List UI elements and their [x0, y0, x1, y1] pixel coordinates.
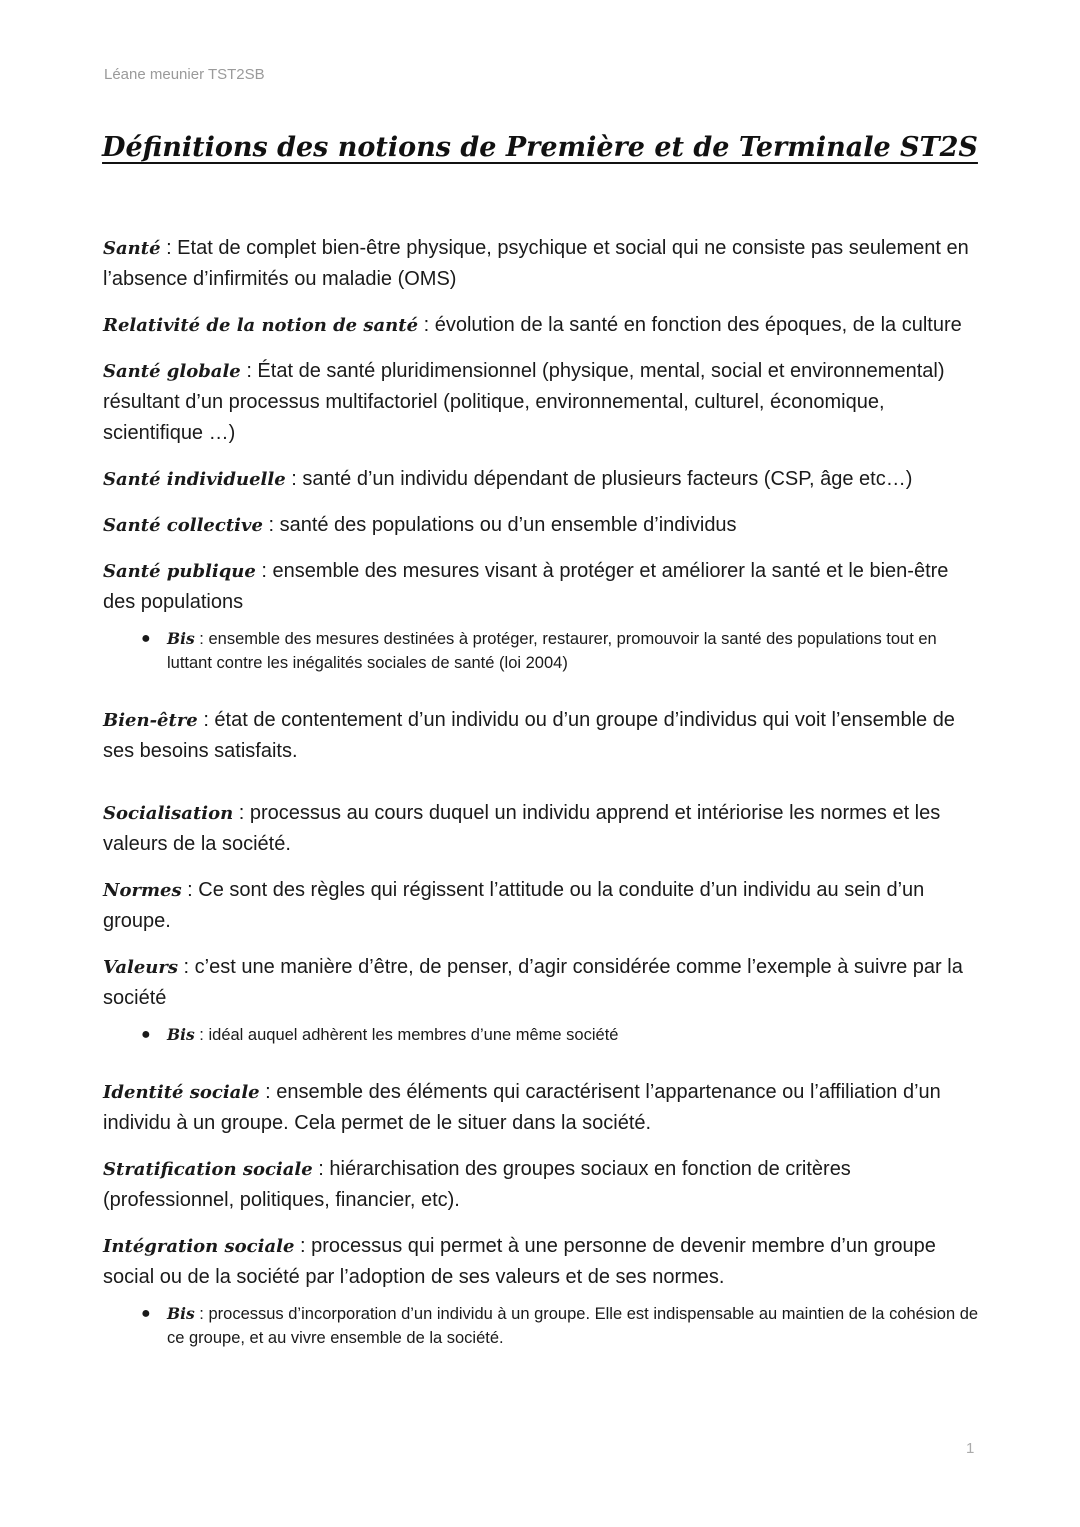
- definition-text: : ensemble des éléments qui caractérisent l’appartenance ou l’affiliation d’un individu à un groupe. Cela permet de le situer dans la société.: [103, 1081, 941, 1134]
- definition-text: : c’est une manière d’être, de penser, d’agir considérée comme l’exemple à suivre par la société: [103, 956, 963, 1009]
- definition-text: : Etat de complet bien-être physique, psychique et social qui ne consiste pas seulement en l’absence d’infirmités ou maladie (OMS): [103, 237, 969, 290]
- definition-sante-globale: [103, 356, 983, 449]
- definition-term: Valeurs: [103, 957, 178, 978]
- definition-text: : hiérarchisation des groupes sociaux en fonction de critères (professionnel, politiques, financier, etc).: [103, 1158, 851, 1211]
- definition-sante-individuelle: [103, 464, 983, 495]
- definition-sante-collective: [103, 510, 983, 541]
- bis-text: : processus d’incorporation d’un individu à un groupe. Elle est indispensable au maintien de la cohésion de ce groupe, et au vivre ensemble de la société.: [167, 1305, 979, 1347]
- definition-socialisation: [103, 798, 983, 860]
- definition-term: Santé globale: [103, 361, 241, 382]
- bis-integration-sociale: [103, 1302, 983, 1350]
- definition-sante: [103, 233, 983, 295]
- bis-term: Bis: [167, 629, 195, 648]
- definition-identite-sociale: [103, 1077, 983, 1139]
- definition-term: Identité sociale: [103, 1082, 260, 1103]
- bullet-icon: ●: [141, 1305, 151, 1322]
- definition-term: Normes: [103, 880, 182, 901]
- definition-text: : État de santé pluridimensionnel (physique, mental, social et environnemental) résultant d’un processus multifactoriel (politique, environnemental, culturel, économique, scientifique …): [103, 360, 945, 444]
- definition-bien-etre: [103, 705, 983, 767]
- definition-term: Santé collective: [103, 515, 263, 536]
- definition-text: : processus au cours duquel un individu apprend et intériorise les normes et les valeurs de la société.: [103, 802, 941, 855]
- definition-relativite: [103, 310, 983, 341]
- definition-text: : ensemble des mesures visant à protéger et améliorer la santé et le bien-être des populations: [103, 560, 949, 613]
- bis-term: Bis: [167, 1025, 195, 1044]
- definition-term: Santé: [103, 238, 161, 259]
- definition-term: Relativité de la notion de santé: [103, 315, 419, 336]
- page-title: Définitions des notions de Première et de Terminale ST2S: [102, 132, 978, 163]
- bullet-icon: ●: [141, 630, 151, 647]
- definition-integration-sociale: [103, 1231, 983, 1293]
- definition-term: Socialisation: [103, 803, 234, 824]
- page-number: 1: [966, 1440, 975, 1457]
- definition-term: Bien-être: [103, 710, 198, 731]
- definition-stratification-sociale: [103, 1154, 983, 1216]
- definition-normes: [103, 875, 983, 937]
- bis-text: : idéal auquel adhèrent les membres d’une même société: [194, 1026, 619, 1044]
- definition-text: : état de contentement d’un individu ou d’un groupe d’individus qui voit l’ensemble de ses besoins satisfaits.: [103, 709, 955, 762]
- definition-valeurs: [103, 952, 983, 1014]
- bis-text: : ensemble des mesures destinées à protéger, restaurer, promouvoir la santé des populations tout en luttant contre les inégalités sociales de santé (loi 2004): [167, 630, 937, 672]
- page-header-author: Léane meunier TST2SB: [104, 66, 265, 83]
- definition-sante-publique: [103, 556, 983, 618]
- definition-text: : santé d’un individu dépendant de plusieurs facteurs (CSP, âge etc…): [285, 468, 913, 490]
- bis-sante-publique: [103, 627, 983, 675]
- definitions-list: [103, 233, 983, 1380]
- definition-text: : processus qui permet à une personne de devenir membre d’un groupe social ou de la société par l’adoption de ses valeurs et de ses normes.: [103, 1235, 936, 1288]
- bis-valeurs: [103, 1023, 983, 1047]
- definition-text: : santé des populations ou d’un ensemble d’individus: [262, 514, 737, 536]
- definition-term: Santé individuelle: [103, 469, 286, 490]
- definition-text: : évolution de la santé en fonction des époques, de la culture: [418, 314, 962, 336]
- definition-term: Intégration sociale: [103, 1236, 295, 1257]
- definition-term: Santé publique: [103, 561, 256, 582]
- definition-term: Stratification sociale: [103, 1159, 313, 1180]
- definition-text: : Ce sont des règles qui régissent l’attitude ou la conduite d’un individu au sein d’un groupe.: [103, 879, 925, 932]
- bullet-icon: ●: [141, 1026, 151, 1043]
- bis-term: Bis: [167, 1304, 195, 1323]
